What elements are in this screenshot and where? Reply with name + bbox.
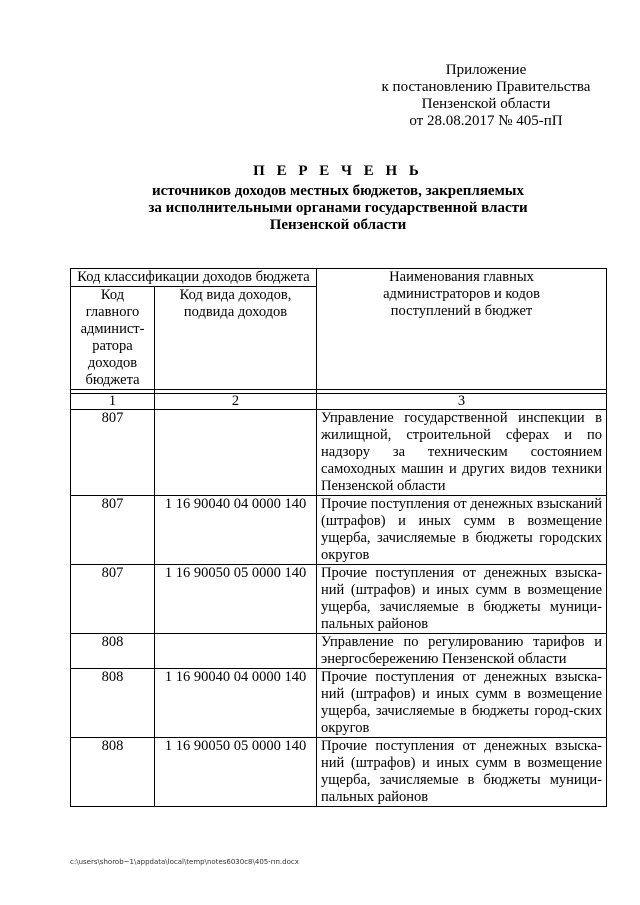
header-row-1 [71,269,607,287]
title-line-3: за исполнительными органами государственной власти [148,200,528,216]
appendix-line-3: Пензенской области [421,96,551,112]
header-col1-cell: Код главного админист-ратора доходов бюджета [71,287,155,390]
column-number-2: 2 [155,394,317,410]
budget-income-table [70,268,607,807]
income-code-cell [155,634,317,669]
appendix-block [370,62,602,130]
income-code-cell: 1 16 90040 04 0000 140 [155,496,317,565]
title-line-2: источников доходов местных бюджетов, закрепляемых [151,183,525,199]
header-col3-cell: Наименования главных администраторов и кодов поступлений в бюджет [317,269,607,390]
document-title [70,163,606,234]
admin-code-cell: 808 [71,669,155,738]
title-line-1: П Е Р Е Ч Е Н Ь [253,163,423,179]
file-path-footer: c:\users\shorob~1\appdata\local\temp\notes6030c8\405-пп.docx [70,858,299,866]
income-code-cell: 1 16 90040 04 0000 140 [155,669,317,738]
column-number-1: 1 [71,394,155,410]
income-code-cell: 1 16 90050 05 0000 140 [155,738,317,807]
name-cell: Управление государственной инспекции в жилищной, строительной сферах и по надзору за техническим состоянием самоходных машин и других видов техники Пензенской области [317,410,607,496]
column-number-3: 3 [317,394,607,410]
table-row [71,738,607,807]
table-row [71,669,607,738]
appendix-line-2: к постановлению Правительства [381,79,591,95]
table-row [71,634,607,669]
appendix-line-4: от 28.08.2017 № 405-пП [409,113,563,129]
name-cell: Управление по регулированию тарифов и энергосбережению Пензенской области [317,634,607,669]
column-numbers-row [71,394,607,410]
title-line-4: Пензенской области [269,217,407,233]
admin-code-cell: 807 [71,565,155,634]
admin-code-cell: 807 [71,410,155,496]
table-row [71,565,607,634]
name-cell: Прочие поступления от денежных взысканий (штрафов) и иных сумм в возмещение ущерба, зачисляемые в бюджеты городских округов [317,496,607,565]
header-col2-cell: Код вида доходов, подвида доходов [155,287,317,390]
header-group-cell: Код классификации доходов бюджета [71,269,317,287]
table-row [71,496,607,565]
table-row [71,410,607,496]
admin-code-cell: 808 [71,634,155,669]
income-code-cell: 1 16 90050 05 0000 140 [155,565,317,634]
appendix-line-1: Приложение [445,62,527,78]
admin-code-cell: 807 [71,496,155,565]
name-cell: Прочие поступления от денежных взыска-ний (штрафов) и иных сумм в возмещение ущерба, зачисляемые в бюджеты муници-пальных районов [317,565,607,634]
name-cell: Прочие поступления от денежных взыска-ний (штрафов) и иных сумм в возмещение ущерба, зачисляемые в бюджеты город-ских округов [317,669,607,738]
income-code-cell [155,410,317,496]
admin-code-cell: 808 [71,738,155,807]
name-cell: Прочие поступления от денежных взыска-ний (штрафов) и иных сумм в возмещение ущерба, зачисляемые в бюджеты муници-пальных районов [317,738,607,807]
